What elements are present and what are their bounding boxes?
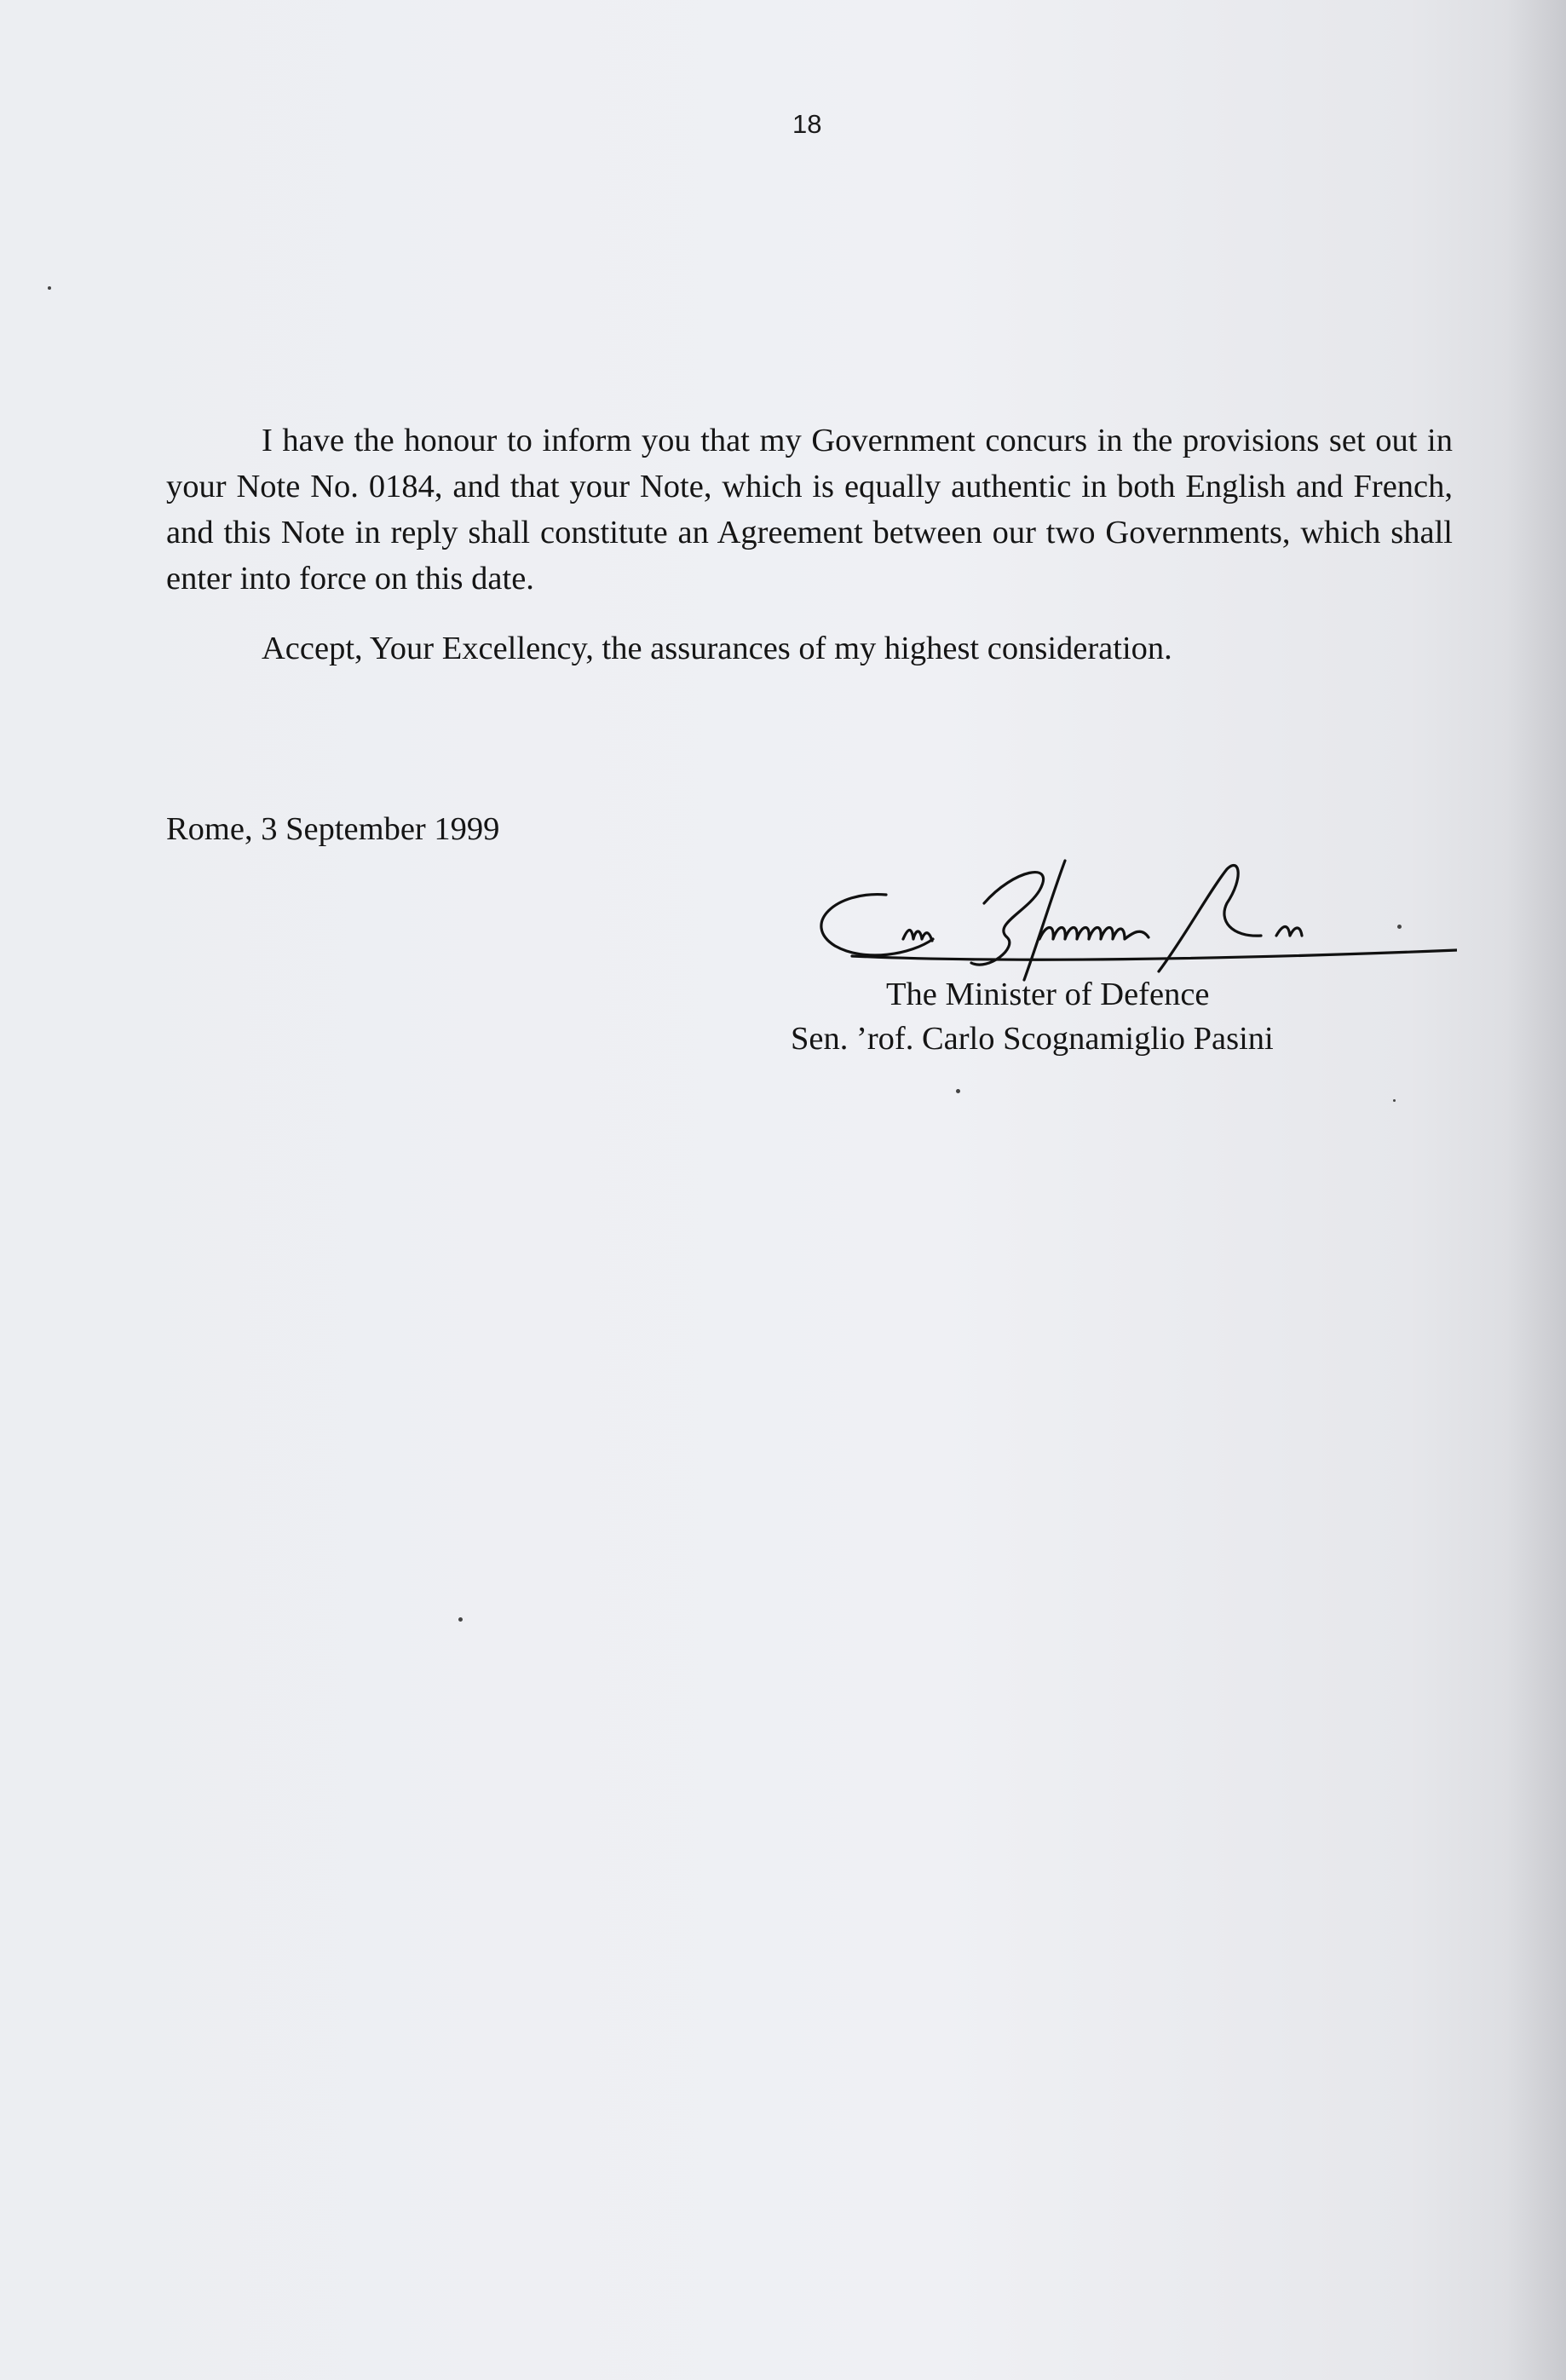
signatory-title: The Minister of Defence — [886, 977, 1210, 1012]
page-edge-shadow — [1506, 0, 1566, 2380]
scan-speck — [458, 1617, 463, 1622]
scan-speck — [1393, 1099, 1396, 1102]
scan-speck — [956, 1089, 960, 1093]
handwritten-signature — [784, 844, 1457, 988]
place-and-date: Rome, 3 September 1999 — [166, 811, 500, 847]
page-number: 18 — [792, 109, 822, 139]
paragraph-closing-courtesy: Accept, Your Excellency, the assurances of my highest consideration. — [262, 631, 1172, 666]
paragraph-concurrence: I have the honour to inform you that my Government concurs in the provisions set out in your Note No. 0184, and that your Note, which is equally authentic in both English and French, and this Note in reply shall constitute an Agreement between our two Governments, which shall enter into force on this date. — [166, 423, 1453, 596]
signatory-name: Sen. ’rof. Carlo Scognamiglio Pasini — [791, 1021, 1274, 1057]
scan-speck — [48, 286, 51, 290]
letter-body — [166, 418, 1453, 671]
scan-speck — [1397, 925, 1402, 929]
